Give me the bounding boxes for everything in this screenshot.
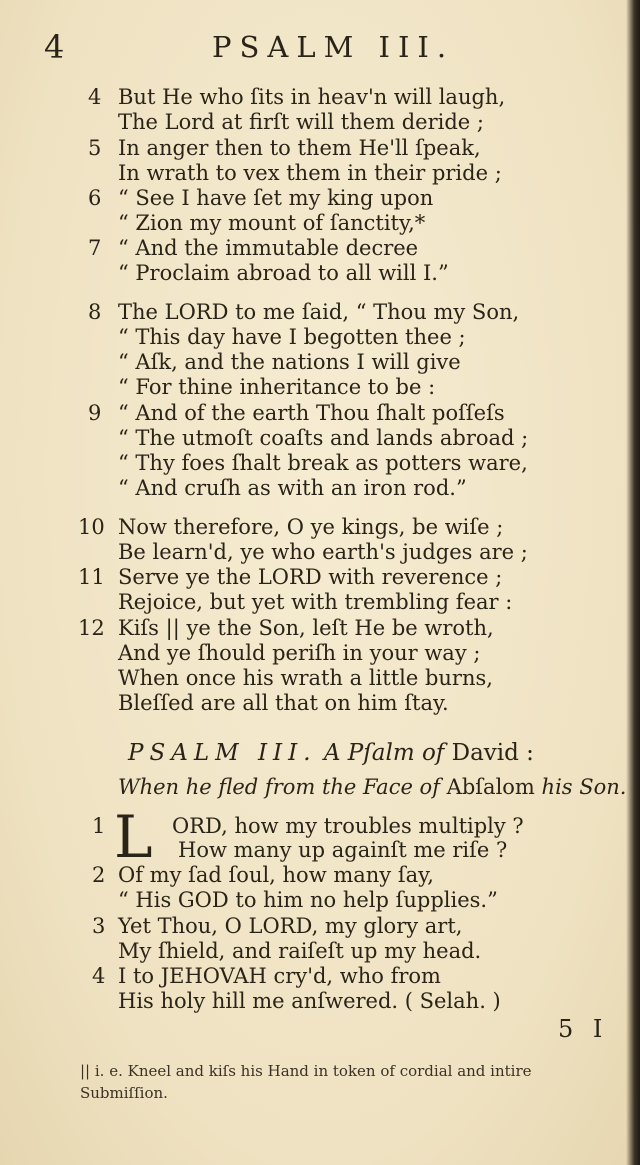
verse-number: 7 [88, 236, 102, 260]
verse-line: “ See I have ſet my king upon [118, 186, 434, 210]
verse-line: “ And the immutable decree [118, 236, 419, 260]
verse-line: “ And of the earth Thou ſhalt poſſeſs [118, 401, 505, 425]
psalm-subtitle [118, 775, 626, 799]
verse-number: 2 [92, 863, 106, 887]
verse-line: Bleſſed are all that on him ſtay. [118, 691, 449, 715]
verse-line: My ſhield, and raiſeſt up my head. [118, 939, 482, 963]
verse-line: “ Proclaim abroad to all will I.” [118, 261, 449, 285]
verse-line: “ And cruſh as with an iron rod.” [118, 476, 467, 500]
verse-line: “ Zion my mount of ſanctity,* [118, 211, 426, 235]
psalm-title-name: David : [451, 740, 534, 766]
verse-line: Of my ſad ſoul, how many ſay, [118, 863, 434, 887]
verse-line: “ The utmoſt coaſts and lands abroad ; [118, 426, 529, 450]
signature-mark: 5 I [558, 1015, 609, 1043]
psalm-subtitle-end: his Son. [541, 775, 627, 799]
verse-line: Kiſs || ye the Son, leſt He be wroth, [118, 616, 494, 640]
drop-cap: L [114, 803, 153, 871]
verse-line: In wrath to vex them in their pride ; [118, 161, 502, 185]
verse-number: 4 [88, 85, 102, 109]
verse-line: The LORD to me ſaid, “ Thou my Son, [118, 300, 520, 324]
page-header [0, 28, 640, 68]
verse-line: “ Aſk, and the nations I will give [118, 350, 461, 374]
verse-number: 5 [88, 136, 102, 160]
verse-line: Rejoice, but yet with trembling fear : [118, 590, 513, 614]
verse-number: 8 [88, 300, 102, 324]
page-number: 4 [44, 28, 65, 66]
verse-line: How many up againſt me riſe ? [178, 838, 508, 862]
psalm-title-italic: A Pſalm of [323, 740, 445, 766]
verse-line: The Lord at firſt will them deride ; [118, 110, 484, 134]
verse-line: Serve ye the LORD with reverence ; [118, 565, 503, 589]
running-title: PSALM III. [212, 30, 455, 64]
verse-number: 12 [78, 616, 105, 640]
psalm-subtitle-name: Abſalom [446, 775, 535, 799]
verse-number: 3 [92, 914, 106, 938]
verse-line: “ Thy foes ſhalt break as potters ware, [118, 451, 528, 475]
verse-number: 4 [92, 964, 106, 988]
verse-line: Yet Thou, O LORD, my glory art, [118, 914, 463, 938]
verse-number: 11 [78, 565, 105, 589]
verse-number: 10 [78, 515, 105, 539]
footnote: || i. e. Kneel and kiſs his Hand in token of cordial and intire Submiſſion. [80, 1062, 532, 1102]
verse-number: 1 [92, 814, 106, 838]
verse-line: Now therefore, O ye kings, be wiſe ; [118, 515, 504, 539]
verse-line: And ye ſhould periſh in your way ; [118, 641, 481, 665]
page-edge-shadow [626, 0, 640, 1165]
verse-line: I to JEHOVAH cry'd, who from [118, 964, 441, 988]
psalm-subtitle-italic: When he fled from the Face of [118, 775, 440, 799]
verse-line: Be learn'd, ye who earth's judges are ; [118, 540, 528, 564]
psalm-title [128, 740, 534, 766]
verse-line: “ For thine inheritance to be : [118, 375, 436, 399]
verse-line: “ His GOD to him no help ſupplies.” [118, 888, 498, 912]
verse-line: His holy hill me anſwered. ( Selah. ) [118, 989, 501, 1013]
verse-number: 9 [88, 401, 102, 425]
verse-line: “ This day have I begotten thee ; [118, 325, 466, 349]
verse-line: But He who ſits in heav'n will laugh, [118, 85, 506, 109]
verse-line: When once his wrath a little burns, [118, 666, 493, 690]
psalm-title-label: PSALM III. [128, 740, 317, 766]
verse-line: ORD, how my troubles multiply ? [172, 814, 524, 838]
verse-number: 6 [88, 186, 102, 210]
verse-line: In anger then to them He'll ſpeak, [118, 136, 481, 160]
